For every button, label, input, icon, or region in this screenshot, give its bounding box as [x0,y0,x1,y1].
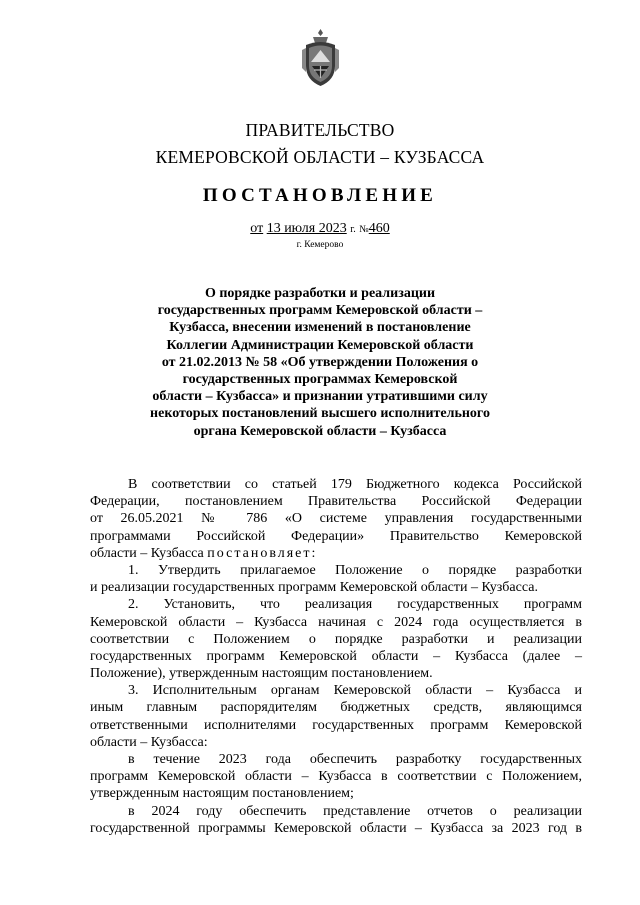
body-line: государственной программы Кемеровской области – Кузбасса за 2023 год в [90,820,582,836]
body-line: программ Кемеровской области – Кузбасса в соответствии с Положением, [90,769,582,785]
city: г. Кемерово [296,240,344,250]
year-suffix: г. [350,224,356,235]
document-body [90,476,582,837]
body-text: области – Кузбасса [90,545,204,561]
resolution-word: постановляет [207,545,312,561]
body-line: и реализации государственных программ Кемеровской области – Кузбасса. [90,580,538,596]
body-line [90,545,582,562]
body-line: области – Кузбасса: [90,734,208,750]
body-line: в течение 2023 года обеспечить разработку государственных [128,752,582,767]
title-line: некоторых постановлений высшего исполнительного [150,406,490,422]
title-line: государственных программ Кемеровской области – [157,303,483,319]
org-name-line2: КЕМЕРОВСКОЙ ОБЛАСТИ – КУЗБАССА [155,147,485,167]
body-line: Кемеровской области – Кузбасса начиная с 2024 года осуществляется в [90,614,582,630]
title-line: Коллегии Администрации Кемеровской области [166,337,474,353]
coat-of-arms-icon [300,28,341,88]
body-line: программами Российской Федерации» Правительство Кемеровской [90,528,582,544]
body-line: 2. Установить, что реализация государственных программ [128,597,582,613]
body-line: 1. Утвердить прилагаемое Положение о порядке разработки [128,562,582,578]
title-line: государственных программах Кемеровской [182,372,458,388]
body-line: соответствии с Положением о порядке разработки и реализации [90,631,582,647]
body-line: в 2024 году обеспечить представление отчетов о реализации [128,803,582,819]
org-name-line1: ПРАВИТЕЛЬСТВО [245,120,395,140]
body-line: Положение), утвержденным настоящим постановлением. [90,666,433,682]
body-line: Федерации, постановлением Правительства Российской Федерации [90,494,582,510]
document-date: 13 июля 2023 [266,221,347,236]
document-number: 460 [368,221,390,236]
title-line: Кузбасса, внесении изменений в постановление [169,320,471,336]
body-line: ответственными исполнителями государственных программ Кемеровской [90,717,582,733]
body-text: : [311,545,316,561]
title-line: органа Кемеровской области – Кузбасса [193,423,447,439]
body-line: иным главным распорядителям бюджетных средств, являющимся [90,700,582,716]
title-line: области – Кузбасса» и признании утратившими силу [152,389,488,405]
document-title [100,285,540,440]
title-line: О порядке разработки и реализации [204,286,436,301]
number-sign: № [359,224,369,235]
document-type: ПОСТАНОВЛЕНИЕ [202,185,438,206]
body-line: утвержденным настоящим постановлением; [90,786,354,802]
date-prefix: от [250,221,264,236]
body-line: В соответствии со статьей 179 Бюджетного кодекса Российской [128,477,582,492]
body-line: от 26.05.2021 № 786 «О системе управления государственными [90,511,582,527]
body-line: государственных программ Кемеровской области – Кузбасса (далее – [90,648,582,664]
body-line: 3. Исполнительным органам Кемеровской области – Кузбасса и [128,683,582,699]
date-number-line [0,221,640,238]
title-line: от 21.02.2013 № 58 «Об утверждении Положения о [161,354,479,370]
